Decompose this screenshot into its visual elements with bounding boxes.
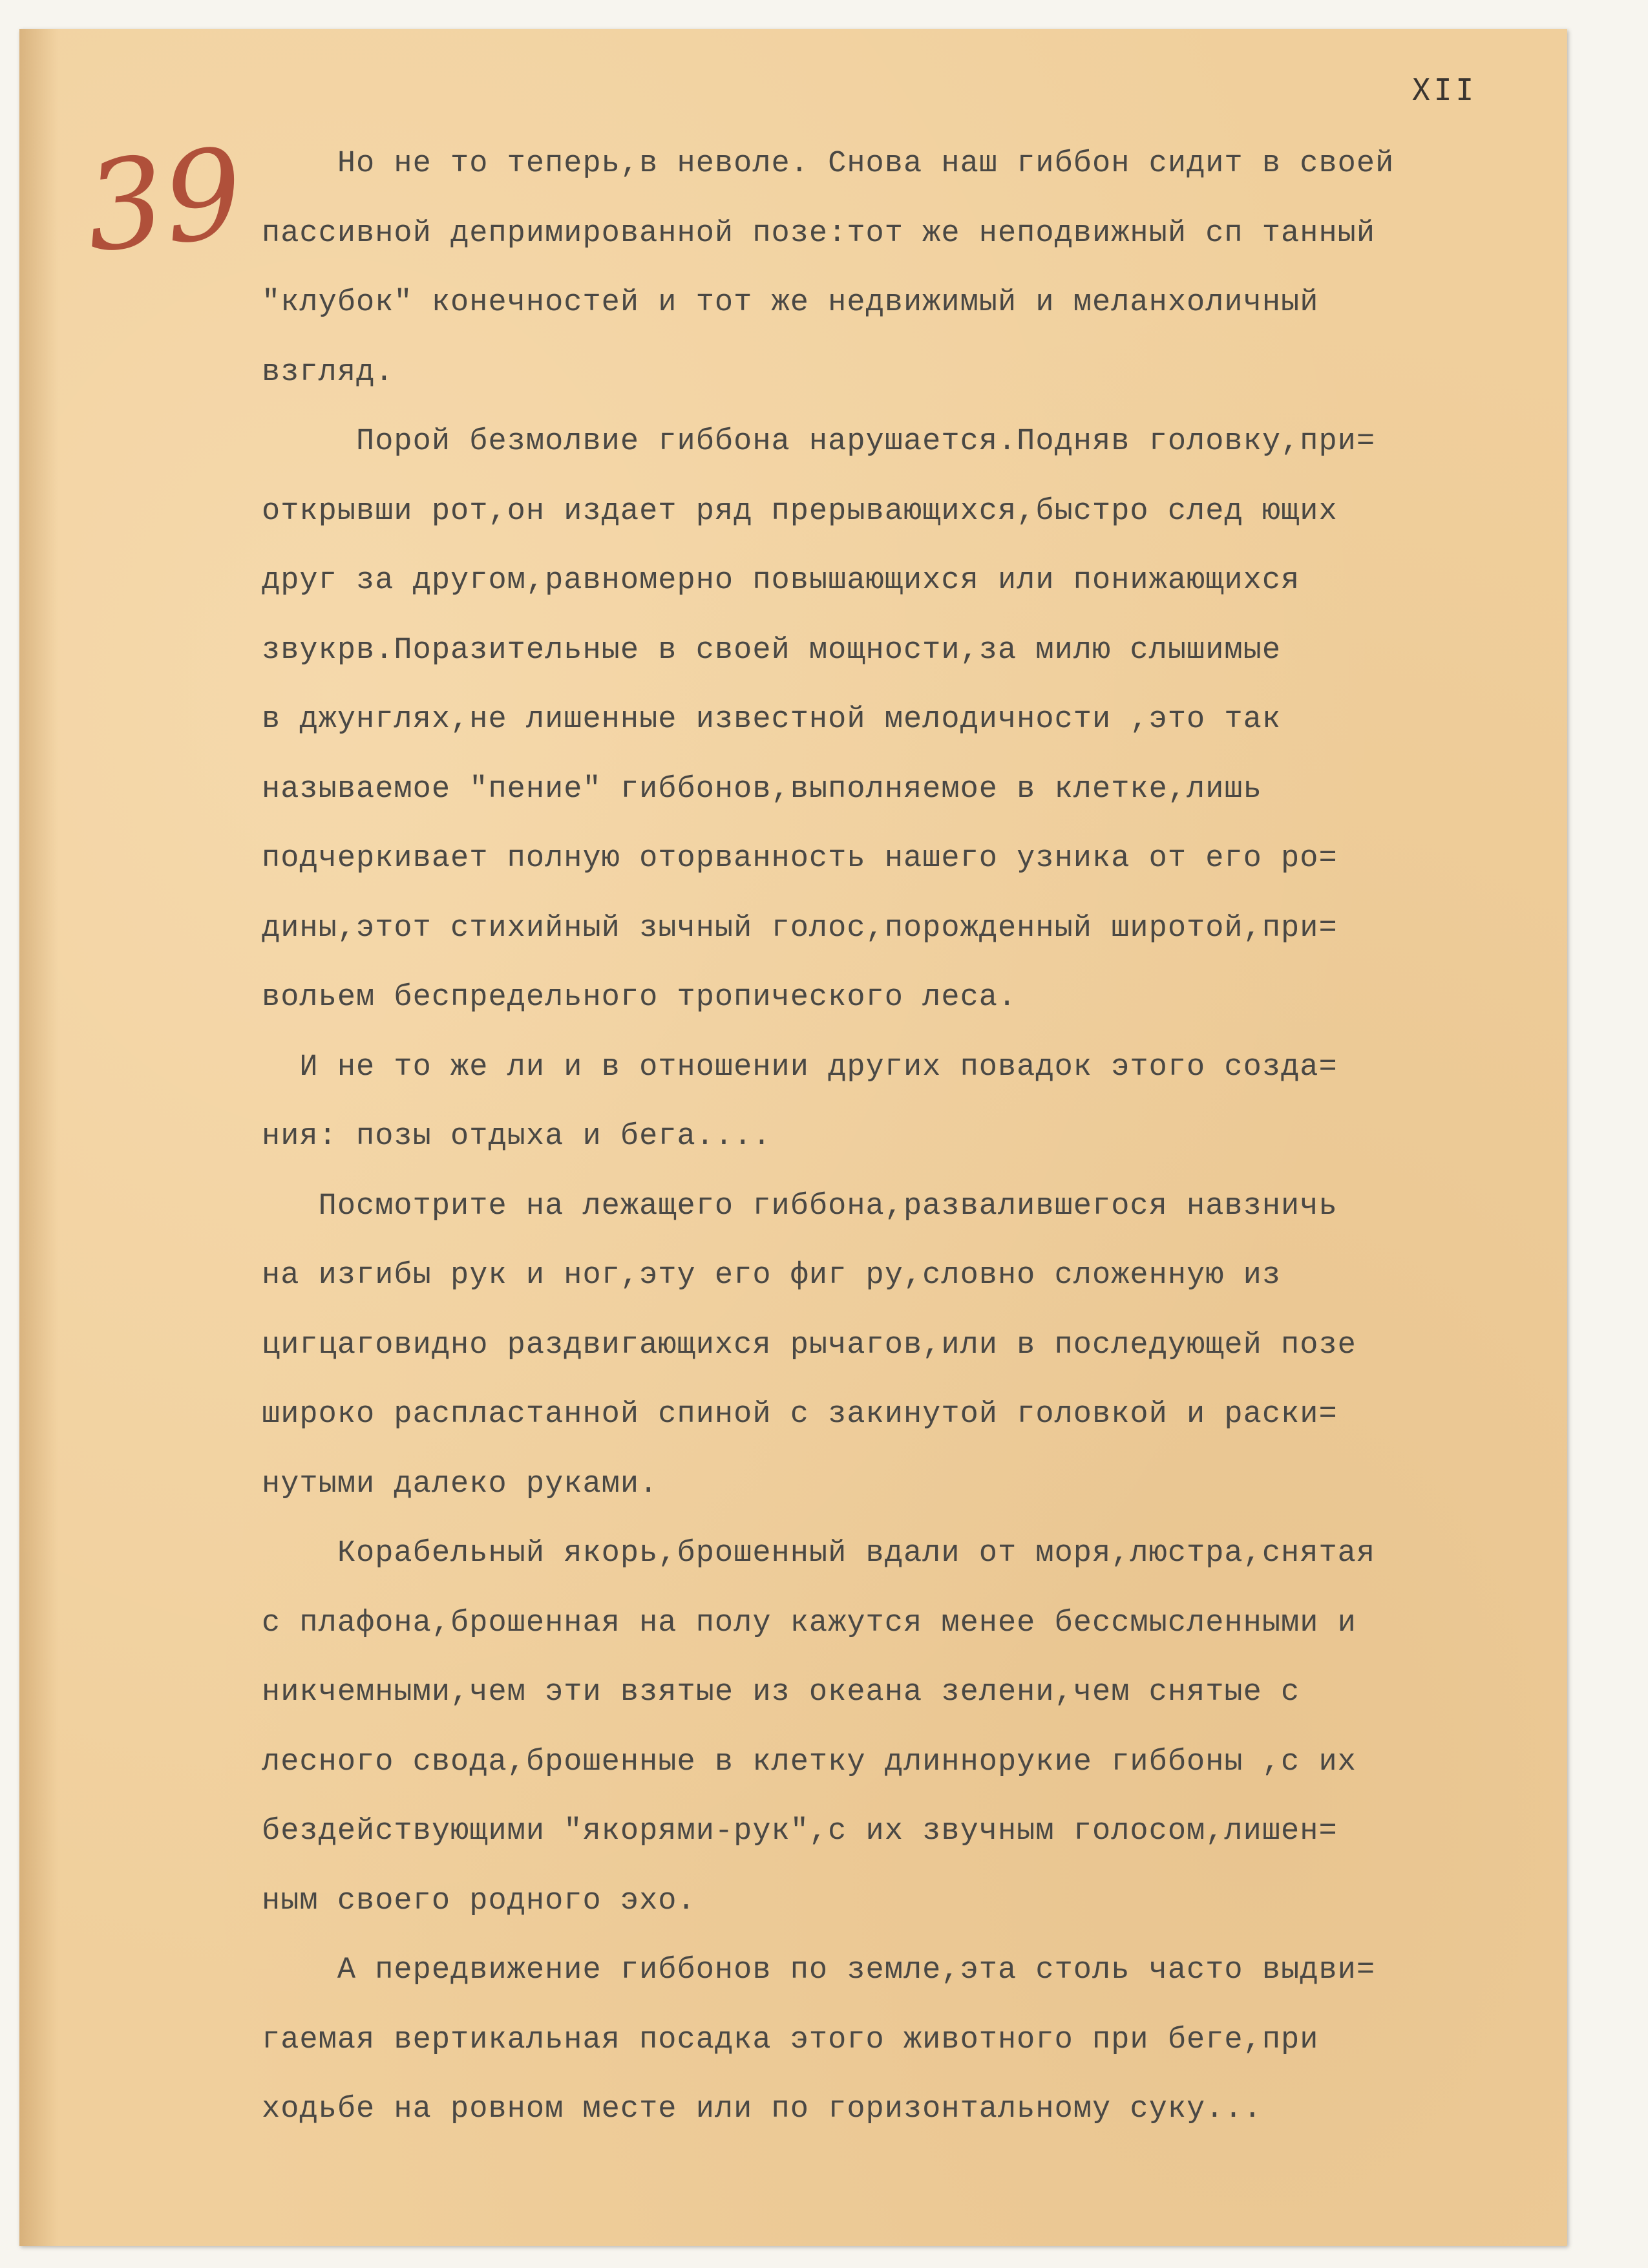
text-line: А передвижение гиббонов по земле,эта столь часто выдви= (262, 1953, 1376, 1987)
text-line: в джунглях,не лишенные известной мелодичности ,это так (262, 703, 1282, 737)
text-line: с плафона,брошенная на полу кажутся менее бессмысленными и (262, 1606, 1357, 1640)
text-line: на изгибы рук и ног,эту его фиг ру,словно сложенную из (262, 1258, 1282, 1293)
text-line: друг за другом,равномерно повышающихся или понижающихся (262, 564, 1300, 598)
text-line: пассивной депримированной позе:тот же неподвижный сп танный (262, 216, 1376, 251)
folio-number-text: 39 (79, 121, 249, 280)
text-line: Корабельный якорь,брошенный вдали от моря,люстра,снятая (262, 1536, 1376, 1571)
text-line: Порой безмолвие гиббона нарушается.Подняв головку,при= (262, 425, 1376, 459)
typewritten-body (262, 129, 1554, 2145)
page-number: XII (1412, 72, 1478, 107)
text-line: ным своего родного эхо. (262, 1883, 696, 1918)
text-line: широко распластанной спиной с закинутой головкой и раски= (262, 1397, 1338, 1432)
text-line: лесного свода,брошенные в клетку длиннорукие гиббоны ,с их (262, 1744, 1357, 1779)
text-line: вольем беспредельного тропического леса. (262, 980, 1017, 1015)
text-line: дины,этот стихийный зычный голос,порожденный широтой,при= (262, 911, 1338, 946)
text-line: взгляд. (262, 355, 394, 390)
text-line: нутыми далеко руками. (262, 1467, 659, 1501)
text-line: цигцаговидно раздвигающихся рычагов,или в последующей позе (262, 1328, 1357, 1362)
text-line: И не то же ли и в отношении других повадок этого созда= (262, 1050, 1338, 1085)
text-line: звукрв.Поразительные в своей мощности,за милю слышимые (262, 633, 1282, 668)
text-line: ходьбе на ровном месте или по горизонтальному суку... (262, 2092, 1262, 2126)
paper-left-edge-shadow (19, 29, 58, 2246)
text-line: ния: позы отдыха и бега.... (262, 1119, 772, 1154)
text-line: никчемными,чем эти взятые из океана зелени,чем снятые с (262, 1675, 1300, 1710)
text-line: называемое "пение" гиббонов,выполняемое в клетке,лишь (262, 772, 1262, 807)
text-line: "клубок" конечностей и тот же недвижимый и меланхоличный (262, 286, 1319, 320)
folio-number (79, 116, 249, 310)
text-line: бездействующими "якорями-рук",с их звучным голосом,лишен= (262, 1814, 1338, 1849)
text-line: Посмотрите на лежащего гиббона,развалившегося навзничь (262, 1189, 1338, 1224)
text-line: гаемая вертикальная посадка этого животного при беге,при (262, 2022, 1319, 2057)
text-line: подчеркивает полную оторванность нашего узника от его ро= (262, 842, 1338, 876)
text-line: Но не то теперь,в неволе. Снова наш гиббон сидит в своей (262, 147, 1395, 181)
text-line: открывши рот,он издает ряд прерывающихся,быстро след ющих (262, 494, 1338, 529)
